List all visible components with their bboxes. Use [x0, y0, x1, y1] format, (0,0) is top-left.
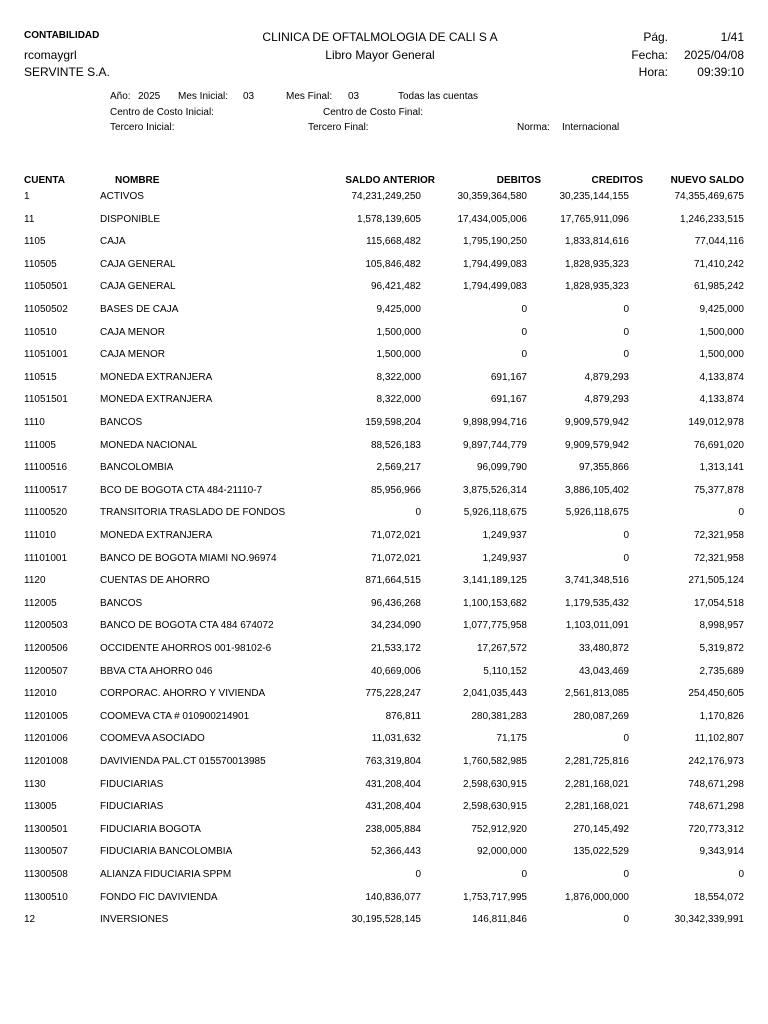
- nombre-cell: CAJA GENERAL: [100, 281, 176, 293]
- nombre-cell: ACTIVOS: [100, 191, 144, 202]
- creditos-cell: 135,022,529: [573, 846, 629, 858]
- cuenta-cell: 11050501: [24, 281, 68, 293]
- cuenta-cell: 11201006: [24, 733, 68, 745]
- nombre-cell: BANCOLOMBIA: [100, 462, 174, 474]
- nuevo-saldo-cell: 30,342,339,991: [674, 914, 744, 926]
- nuevo-saldo-cell: 1,500,000: [699, 326, 744, 338]
- nuevo-saldo-cell: 2,735,689: [699, 665, 744, 677]
- creditos-cell: 4,879,293: [584, 394, 629, 406]
- saldo-anterior-cell: 88,526,183: [370, 439, 421, 451]
- nuevo-saldo-cell: 0: [738, 507, 744, 519]
- col-cuenta: CUENTA: [24, 175, 65, 186]
- table-row: [0, 620, 768, 642]
- debitos-cell: 71,175: [496, 733, 527, 745]
- nuevo-saldo-cell: 74,355,469,675: [674, 191, 744, 202]
- saldo-anterior-cell: 159,598,204: [365, 417, 421, 428]
- nombre-cell: CAJA: [100, 236, 126, 248]
- company-title: CLINICA DE OFTALMOLOGIA DE CALI S A: [262, 30, 498, 44]
- table-row: [0, 440, 768, 462]
- page-label: Pág.: [643, 30, 668, 44]
- saldo-anterior-cell: 431,208,404: [365, 801, 421, 813]
- nombre-cell: CAJA GENERAL: [100, 258, 176, 270]
- cuenta-cell: 110515: [24, 371, 57, 383]
- nuevo-saldo-cell: 4,133,874: [699, 371, 744, 383]
- cuenta-cell: 1110: [24, 417, 45, 428]
- col-saldo-anterior: SALDO ANTERIOR: [345, 175, 435, 186]
- saldo-anterior-cell: 871,664,515: [365, 575, 421, 587]
- report-date: 2025/04/08: [683, 48, 744, 62]
- nombre-cell: FIDUCIARIA BOGOTA: [100, 823, 201, 835]
- cuenta-cell: 1130: [24, 778, 46, 790]
- table-row: [0, 372, 768, 394]
- tercero-final-label: Tercero Final:: [308, 122, 369, 133]
- creditos-cell: 1,876,000,000: [565, 891, 629, 903]
- debitos-cell: 2,598,630,915: [463, 801, 527, 813]
- table-row: [0, 394, 768, 416]
- saldo-anterior-cell: 8,322,000: [376, 371, 421, 383]
- mes-inicial-label: Mes Inicial:: [178, 91, 229, 102]
- nuevo-saldo-cell: 720,773,312: [688, 823, 744, 835]
- saldo-anterior-cell: 115,668,482: [366, 236, 421, 248]
- debitos-cell: 1,100,153,682: [463, 597, 527, 609]
- norma-value: Internacional: [562, 122, 620, 133]
- module-name: CONTABILIDAD: [24, 30, 100, 41]
- nombre-cell: CORPORAC. AHORRO Y VIVIENDA: [100, 688, 266, 700]
- nombre-cell: CAJA MENOR: [100, 349, 166, 361]
- nuevo-saldo-cell: 242,176,973: [688, 756, 744, 767]
- saldo-anterior-cell: 52,366,443: [370, 846, 421, 858]
- creditos-cell: 1,833,814,616: [565, 236, 629, 248]
- nombre-cell: MONEDA NACIONAL: [100, 439, 198, 451]
- nuevo-saldo-cell: 9,425,000: [699, 304, 744, 315]
- debitos-cell: 92,000,000: [476, 846, 527, 858]
- creditos-cell: 1,179,535,432: [565, 597, 629, 609]
- nuevo-saldo-cell: 748,671,298: [688, 778, 744, 790]
- debitos-cell: 1,760,582,985: [463, 756, 527, 767]
- table-row: [0, 417, 768, 439]
- year-label: Año:: [110, 91, 131, 102]
- table-row: [0, 869, 768, 891]
- cc-inicial-label: Centro de Costo Inicial:: [110, 107, 214, 118]
- debitos-cell: 146,811,846: [472, 914, 527, 926]
- nombre-cell: BANCOS: [100, 417, 143, 428]
- nombre-cell: FONDO FIC DAVIVIENDA: [100, 891, 218, 903]
- nuevo-saldo-cell: 1,246,233,515: [680, 213, 744, 225]
- creditos-cell: 1,828,935,323: [565, 281, 629, 293]
- saldo-anterior-cell: 876,811: [385, 710, 421, 722]
- debitos-cell: 5,926,118,675: [463, 507, 527, 519]
- creditos-cell: 0: [623, 530, 629, 541]
- creditos-cell: 9,909,579,942: [565, 417, 629, 428]
- cuenta-cell: 11300510: [24, 891, 68, 903]
- table-row: [0, 733, 768, 755]
- cuenta-cell: 11051501: [24, 394, 68, 406]
- cuenta-cell: 110510: [24, 326, 57, 338]
- creditos-cell: 17,765,911,096: [560, 213, 629, 225]
- nombre-cell: ALIANZA FIDUCIARIA SPPM: [100, 869, 232, 880]
- table-row: [0, 327, 768, 349]
- table-row: [0, 666, 768, 688]
- debitos-cell: 2,598,630,915: [463, 778, 527, 790]
- debitos-cell: 0: [521, 326, 527, 338]
- debitos-cell: 1,795,190,250: [463, 236, 527, 248]
- col-nombre: NOMBRE: [115, 175, 160, 186]
- cuenta-cell: 11201008: [24, 756, 68, 767]
- tercero-inicial-label: Tercero Inicial:: [110, 122, 175, 133]
- table-row: [0, 914, 768, 936]
- creditos-cell: 0: [623, 304, 629, 315]
- nombre-cell: BANCO DE BOGOTA CTA 484 674072: [100, 620, 274, 632]
- creditos-cell: 280,087,269: [573, 710, 629, 722]
- debitos-cell: 1,794,499,083: [463, 258, 527, 270]
- nuevo-saldo-cell: 4,133,874: [699, 394, 744, 406]
- cuenta-cell: 112005: [24, 597, 57, 609]
- saldo-anterior-cell: 8,322,000: [376, 394, 421, 406]
- creditos-cell: 43,043,469: [578, 665, 629, 677]
- saldo-anterior-cell: 763,319,804: [365, 756, 421, 767]
- creditos-cell: 2,561,813,085: [565, 688, 629, 700]
- nuevo-saldo-cell: 61,985,242: [693, 281, 744, 293]
- saldo-anterior-cell: 2,569,217: [376, 462, 421, 474]
- debitos-cell: 752,912,920: [471, 823, 527, 835]
- debitos-cell: 9,898,994,716: [463, 417, 527, 428]
- cuenta-cell: 11200507: [24, 665, 68, 677]
- cuenta-cell: 111010: [24, 530, 56, 541]
- table-row: [0, 281, 768, 303]
- saldo-anterior-cell: 9,425,000: [376, 304, 421, 315]
- table-row: [0, 756, 768, 778]
- nuevo-saldo-cell: 17,054,518: [693, 597, 744, 609]
- creditos-cell: 270,145,492: [573, 823, 629, 835]
- debitos-cell: 3,141,189,125: [463, 575, 527, 587]
- table-row: [0, 643, 768, 665]
- cuenta-cell: 11100517: [24, 484, 68, 496]
- creditos-cell: 2,281,168,021: [565, 801, 629, 813]
- saldo-anterior-cell: 74,231,249,250: [351, 191, 421, 202]
- creditos-cell: 0: [623, 914, 629, 926]
- nombre-cell: COOMEVA CTA # 010900214901: [100, 710, 250, 722]
- nombre-cell: MONEDA EXTRANJERA: [100, 371, 213, 383]
- cuenta-cell: 11100516: [24, 462, 68, 474]
- nombre-cell: BBVA CTA AHORRO 046: [100, 665, 213, 677]
- table-row: [0, 236, 768, 258]
- cuenta-cell: 112010: [24, 688, 57, 700]
- creditos-cell: 0: [623, 869, 629, 880]
- nombre-cell: BCO DE BOGOTA CTA 484-21110-7: [100, 484, 263, 496]
- debitos-cell: 691,167: [490, 371, 527, 383]
- cuenta-cell: 11200503: [24, 620, 68, 632]
- nuevo-saldo-cell: 5,319,872: [699, 643, 744, 654]
- creditos-cell: 3,741,348,516: [565, 575, 629, 587]
- table-row: [0, 711, 768, 733]
- debitos-cell: 0: [521, 869, 527, 880]
- nuevo-saldo-cell: 1,170,826: [699, 710, 744, 722]
- table-row: [0, 259, 768, 281]
- table-row: [0, 507, 768, 529]
- debitos-cell: 0: [521, 304, 527, 315]
- cuenta-cell: 12: [24, 914, 36, 926]
- mes-inicial-value: 03: [243, 91, 255, 102]
- debitos-cell: 691,167: [490, 394, 527, 406]
- nuevo-saldo-cell: 8,998,957: [699, 620, 744, 632]
- nombre-cell: DAVIVIENDA PAL.CT 015570013985: [100, 756, 266, 767]
- creditos-cell: 3,886,105,402: [565, 484, 629, 496]
- table-row: [0, 349, 768, 371]
- report-title: Libro Mayor General: [325, 48, 435, 62]
- debitos-cell: 3,875,526,314: [463, 484, 527, 496]
- nombre-cell: CAJA MENOR: [100, 326, 166, 338]
- creditos-cell: 5,926,118,675: [565, 507, 629, 519]
- creditos-cell: 2,281,168,021: [565, 778, 629, 790]
- cuenta-cell: 110505: [24, 258, 57, 270]
- creditos-cell: 2,281,725,816: [565, 756, 629, 767]
- debitos-cell: 96,099,790: [476, 462, 527, 474]
- nuevo-saldo-cell: 9,343,914: [699, 846, 744, 858]
- saldo-anterior-cell: 1,500,000: [376, 349, 421, 361]
- nombre-cell: FIDUCIARIAS: [100, 778, 164, 790]
- cc-final-label: Centro de Costo Final:: [323, 107, 424, 118]
- table-row: [0, 530, 768, 552]
- cuenta-cell: 11201005: [24, 710, 68, 722]
- nuevo-saldo-cell: 0: [738, 869, 744, 880]
- debitos-cell: 17,434,005,006: [457, 213, 527, 225]
- debitos-cell: 5,110,152: [483, 665, 527, 677]
- table-row: [0, 553, 768, 575]
- col-nuevo-saldo: NUEVO SALDO: [670, 175, 744, 186]
- user-name: rcomaygrl: [24, 48, 77, 62]
- saldo-anterior-cell: 96,436,268: [370, 597, 421, 609]
- saldo-anterior-cell: 71,072,021: [370, 530, 421, 541]
- cuenta-cell: 11200506: [24, 643, 68, 654]
- cuenta-cell: 11100520: [24, 507, 68, 519]
- saldo-anterior-cell: 0: [415, 507, 421, 519]
- saldo-anterior-cell: 238,005,884: [365, 823, 421, 835]
- saldo-anterior-cell: 11,031,632: [371, 733, 421, 745]
- debitos-cell: 30,359,364,580: [457, 191, 527, 202]
- creditos-cell: 0: [623, 326, 629, 338]
- nombre-cell: BANCOS: [100, 597, 143, 609]
- table-row: [0, 191, 768, 213]
- nombre-cell: BANCO DE BOGOTA MIAMI NO.96974: [100, 552, 277, 564]
- report-time: 09:39:10: [697, 65, 744, 79]
- saldo-anterior-cell: 85,956,966: [370, 484, 421, 496]
- saldo-anterior-cell: 775,228,247: [365, 688, 421, 700]
- creditos-cell: 0: [623, 552, 629, 564]
- creditos-cell: 1,103,011,091: [565, 620, 629, 632]
- debitos-cell: 17,267,572: [476, 643, 527, 654]
- nuevo-saldo-cell: 72,321,958: [693, 552, 744, 564]
- table-row: [0, 214, 768, 236]
- cuenta-cell: 11300507: [24, 846, 68, 858]
- nombre-cell: FIDUCIARIAS: [100, 801, 164, 813]
- nombre-cell: FIDUCIARIA BANCOLOMBIA: [100, 846, 233, 858]
- debitos-cell: 1,077,775,958: [463, 620, 527, 632]
- nuevo-saldo-cell: 18,554,072: [693, 891, 744, 903]
- creditos-cell: 9,909,579,942: [565, 439, 629, 451]
- cuentas-filter: Todas las cuentas: [398, 91, 479, 102]
- nuevo-saldo-cell: 72,321,958: [693, 530, 744, 541]
- cuenta-cell: 1: [24, 191, 30, 202]
- nuevo-saldo-cell: 1,500,000: [699, 349, 744, 361]
- nombre-cell: MONEDA EXTRANJERA: [100, 530, 213, 541]
- time-label: Hora:: [638, 65, 668, 79]
- cuenta-cell: 11300501: [24, 823, 68, 835]
- year-value: 2025: [138, 91, 161, 102]
- nuevo-saldo-cell: 76,691,020: [693, 439, 744, 451]
- col-debitos: DEBITOS: [496, 175, 541, 186]
- table-row: [0, 304, 768, 326]
- page-number: 1/41: [720, 30, 744, 44]
- nuevo-saldo-cell: 1,313,141: [699, 462, 744, 474]
- nombre-cell: INVERSIONES: [100, 914, 169, 926]
- provider-name: SERVINTE S.A.: [24, 65, 110, 79]
- mes-final-label: Mes Final:: [286, 91, 333, 102]
- cuenta-cell: 113005: [24, 801, 57, 813]
- cuenta-cell: 11050502: [24, 304, 68, 315]
- saldo-anterior-cell: 1,578,139,605: [357, 213, 421, 225]
- col-creditos: CREDITOS: [591, 175, 643, 186]
- nuevo-saldo-cell: 77,044,116: [694, 236, 744, 248]
- saldo-anterior-cell: 40,669,006: [370, 665, 421, 677]
- nuevo-saldo-cell: 11,102,807: [694, 733, 744, 745]
- saldo-anterior-cell: 71,072,021: [370, 552, 421, 564]
- creditos-cell: 33,480,872: [578, 643, 629, 654]
- cuenta-cell: 111005: [24, 439, 56, 451]
- saldo-anterior-cell: 0: [415, 869, 421, 880]
- saldo-anterior-cell: 21,533,172: [370, 643, 421, 654]
- creditos-cell: 0: [623, 349, 629, 361]
- table-row: [0, 575, 768, 597]
- table-row: [0, 462, 768, 484]
- cuenta-cell: 1105: [24, 236, 46, 248]
- table-row: [0, 598, 768, 620]
- cuenta-cell: 11: [24, 213, 35, 225]
- debitos-cell: 280,381,283: [471, 710, 527, 722]
- nuevo-saldo-cell: 748,671,298: [688, 801, 744, 813]
- table-row: [0, 779, 768, 801]
- debitos-cell: 1,249,937: [482, 530, 527, 541]
- cuenta-cell: 11300508: [24, 869, 68, 880]
- table-row: [0, 485, 768, 507]
- saldo-anterior-cell: 30,195,528,145: [351, 914, 421, 926]
- debitos-cell: 1,753,717,995: [463, 891, 527, 903]
- debitos-cell: 9,897,744,779: [463, 439, 527, 451]
- nombre-cell: TRANSITORIA TRASLADO DE FONDOS: [100, 507, 286, 519]
- nombre-cell: BASES DE CAJA: [100, 304, 179, 315]
- nombre-cell: COOMEVA ASOCIADO: [100, 733, 205, 745]
- saldo-anterior-cell: 96,421,482: [370, 281, 421, 293]
- nombre-cell: DISPONIBLE: [100, 213, 161, 225]
- nuevo-saldo-cell: 149,012,978: [688, 417, 744, 428]
- nuevo-saldo-cell: 254,450,605: [688, 688, 744, 700]
- mes-final-value: 03: [348, 91, 360, 102]
- nombre-cell: OCCIDENTE AHORROS 001-98102-6: [100, 643, 272, 654]
- table-row: [0, 824, 768, 846]
- table-row: [0, 892, 768, 914]
- table-row: [0, 688, 768, 710]
- saldo-anterior-cell: 1,500,000: [376, 326, 421, 338]
- debitos-cell: 2,041,035,443: [463, 688, 527, 700]
- nuevo-saldo-cell: 271,505,124: [688, 575, 744, 587]
- norma-label: Norma:: [517, 122, 550, 133]
- nuevo-saldo-cell: 75,377,878: [693, 484, 744, 496]
- table-row: [0, 846, 768, 868]
- creditos-cell: 97,355,866: [578, 462, 629, 474]
- table-row: [0, 801, 768, 823]
- debitos-cell: 1,249,937: [482, 552, 527, 564]
- saldo-anterior-cell: 431,208,404: [365, 778, 421, 790]
- cuenta-cell: 1120: [24, 575, 46, 587]
- saldo-anterior-cell: 34,234,090: [370, 620, 421, 632]
- creditos-cell: 1,828,935,323: [565, 258, 629, 270]
- saldo-anterior-cell: 140,836,077: [365, 891, 421, 903]
- nuevo-saldo-cell: 71,410,242: [693, 258, 744, 270]
- debitos-cell: 0: [521, 349, 527, 361]
- date-label: Fecha:: [631, 48, 668, 62]
- debitos-cell: 1,794,499,083: [463, 281, 527, 293]
- nombre-cell: MONEDA EXTRANJERA: [100, 394, 213, 406]
- nombre-cell: CUENTAS DE AHORRO: [100, 575, 210, 587]
- cuenta-cell: 11101001: [24, 552, 68, 564]
- saldo-anterior-cell: 105,846,482: [365, 258, 421, 270]
- creditos-cell: 4,879,293: [584, 371, 629, 383]
- creditos-cell: 30,235,144,155: [559, 191, 629, 202]
- cuenta-cell: 11051001: [24, 349, 68, 361]
- creditos-cell: 0: [623, 733, 629, 745]
